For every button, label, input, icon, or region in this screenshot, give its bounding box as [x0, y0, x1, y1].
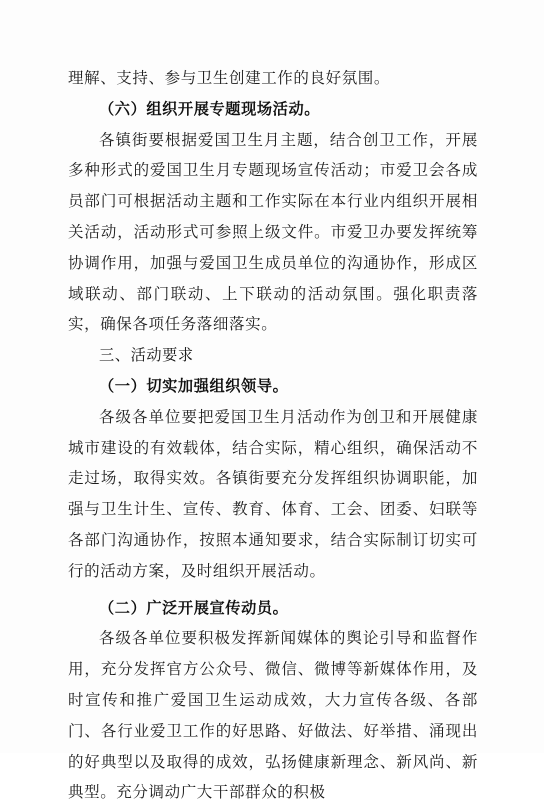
paragraph-field-activities: 各镇街要根据爱国卫生月主题，结合创卫工作，开展多种形式的爱国卫生月专题现场宣传活动；市爱卫会各成员部门可根据活动主题和工作实际在本行业内组织开展相关活动，活动形式可参照上级文件。市爱卫办要发挥统筹协调作用，加强与爱国卫生成员单位的沟通协作，形成区域联动、部门联动、上下联动的活动氛围。强化职责落实，确保各项任务落细落实。 [68, 130, 478, 334]
paragraph-leadership: 各级各单位要把爱国卫生月活动作为创卫和开展健康城市建设的有效载体，结合实际，精心组织，确保活动不走过场，取得实效。各镇街要充分发挥组织协调职能，加强与卫生计生、宣传、教育、体育、工会、团委、妇联等各部门沟通协作，按照本通知要求，结合实际制订切实可行的活动方案，及时组织开展活动。 [68, 407, 478, 580]
subheading-6: （六）组织开展专题现场活动。 [99, 99, 321, 118]
paragraph-publicity: 各级各单位要积极发挥新闻媒体的舆论引导和监督作用，充分发挥官方公众号、微信、微博等新媒体作用，及时宣传和推广爱国卫生运动成效，大力宣传各级、各部门、各行业爱卫工作的好思路、好做法、好举措、涌现出的好典型以及取得的成效，弘扬健康新理念、新风尚、新典型。充分调动广大干部群众的积极 [68, 629, 478, 802]
subheading-2: （二）广泛开展宣传动员。 [99, 598, 289, 617]
paragraph-continuation: 理解、支持、参与卫生创建工作的良好氛围。 [68, 69, 391, 87]
section-heading-requirements: 三、活动要求 [99, 346, 194, 365]
document-body [68, 63, 478, 808]
subheading-1: （一）切实加强组织领导。 [99, 376, 289, 395]
